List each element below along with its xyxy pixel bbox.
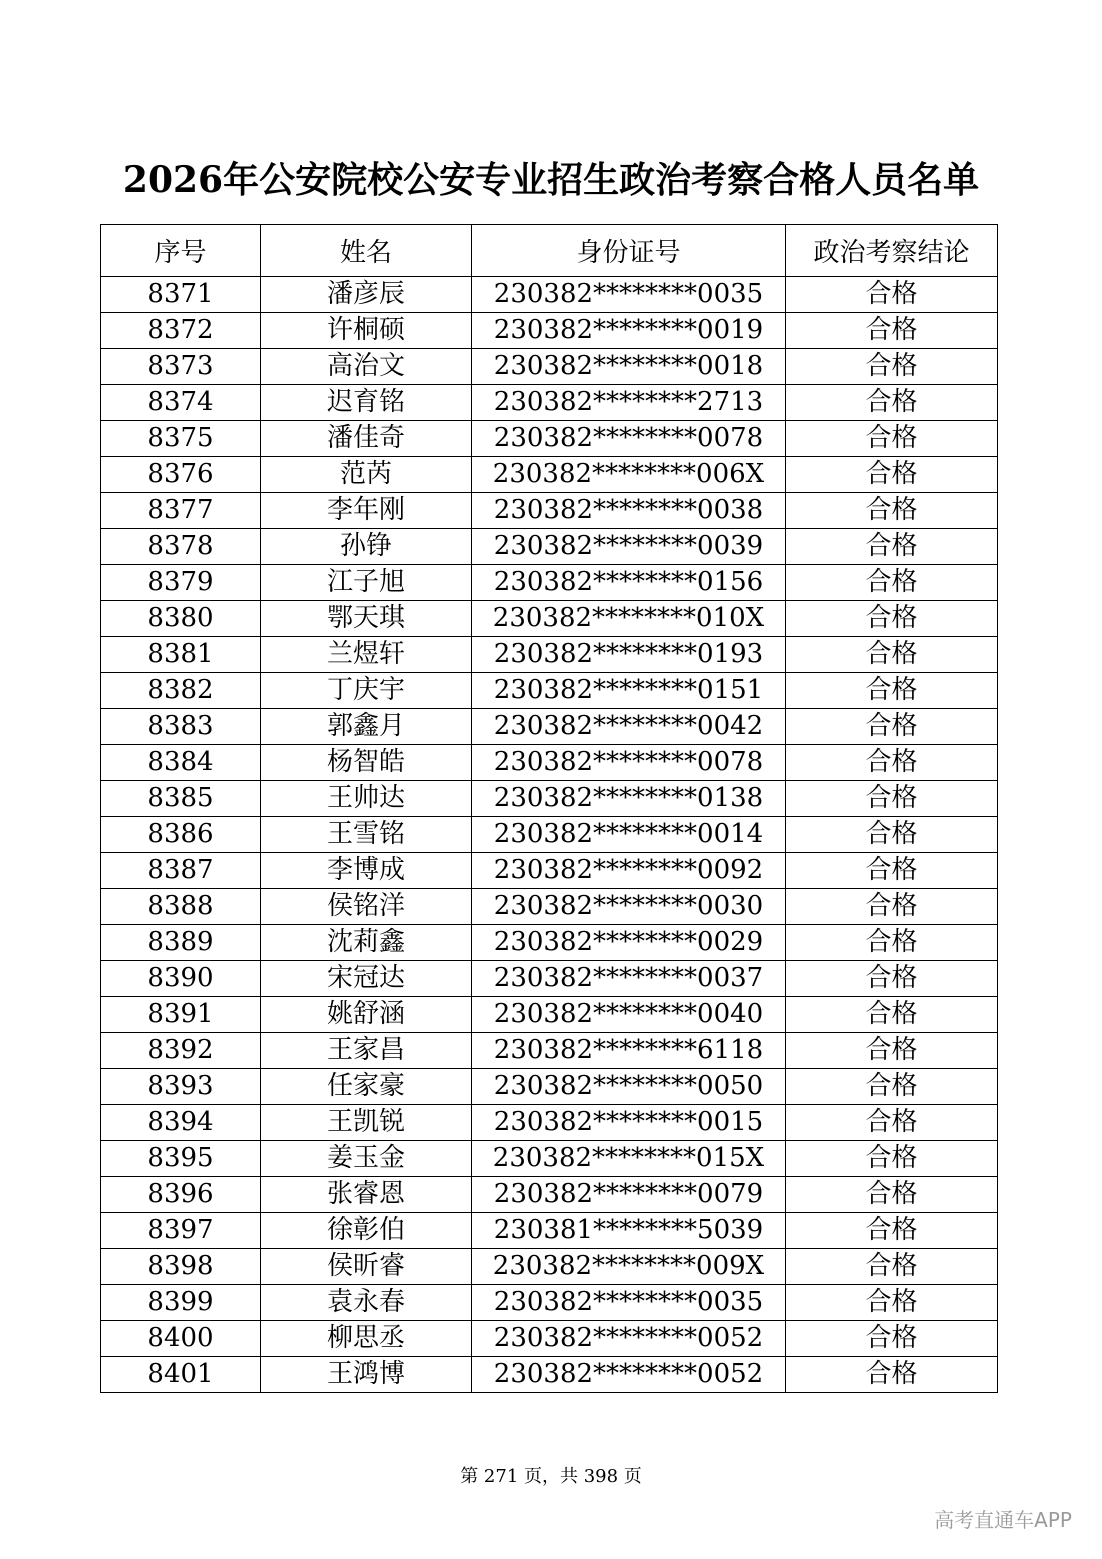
cell-id-number: 230382********006X: [472, 457, 786, 493]
cell-serial: 8374: [101, 385, 261, 421]
cell-conclusion: 合格: [786, 1105, 998, 1141]
cell-conclusion: 合格: [786, 673, 998, 709]
table-row: [101, 1249, 998, 1285]
table-row: [101, 1141, 998, 1177]
cell-conclusion: 合格: [786, 925, 998, 961]
cell-id-number: 230382********0156: [472, 565, 786, 601]
cell-name: 任家豪: [261, 1069, 472, 1105]
table-row: [101, 601, 998, 637]
cell-id-number: 230382********0029: [472, 925, 786, 961]
cell-serial: 8397: [101, 1213, 261, 1249]
cell-id-number: 230382********2713: [472, 385, 786, 421]
cell-name: 孙铮: [261, 529, 472, 565]
cell-id-number: 230382********0040: [472, 997, 786, 1033]
cell-name: 李博成: [261, 853, 472, 889]
cell-id-number: 230382********0042: [472, 709, 786, 745]
header-conclusion: 政治考察结论: [786, 225, 998, 277]
cell-id-number: 230382********0014: [472, 817, 786, 853]
table-body: [101, 277, 998, 1393]
cell-id-number: 230382********010X: [472, 601, 786, 637]
cell-name: 杨智皓: [261, 745, 472, 781]
cell-name: 张睿恩: [261, 1177, 472, 1213]
cell-name: 潘彦辰: [261, 277, 472, 313]
table-row: [101, 1285, 998, 1321]
table-row: [101, 1177, 998, 1213]
cell-serial: 8382: [101, 673, 261, 709]
table-row: [101, 1105, 998, 1141]
cell-name: 许桐硕: [261, 313, 472, 349]
cell-conclusion: 合格: [786, 961, 998, 997]
cell-conclusion: 合格: [786, 385, 998, 421]
cell-conclusion: 合格: [786, 997, 998, 1033]
cell-serial: 8399: [101, 1285, 261, 1321]
cell-serial: 8379: [101, 565, 261, 601]
cell-serial: 8394: [101, 1105, 261, 1141]
cell-serial: 8371: [101, 277, 261, 313]
cell-serial: 8383: [101, 709, 261, 745]
cell-conclusion: 合格: [786, 601, 998, 637]
cell-serial: 8401: [101, 1357, 261, 1393]
table-row: [101, 1321, 998, 1357]
cell-name: 柳思丞: [261, 1321, 472, 1357]
cell-serial: 8372: [101, 313, 261, 349]
cell-name: 迟育铭: [261, 385, 472, 421]
cell-id-number: 230382********0037: [472, 961, 786, 997]
cell-serial: 8391: [101, 997, 261, 1033]
cell-conclusion: 合格: [786, 1249, 998, 1285]
cell-name: 王鸿博: [261, 1357, 472, 1393]
cell-id-number: 230382********0078: [472, 745, 786, 781]
cell-serial: 8376: [101, 457, 261, 493]
cell-serial: 8380: [101, 601, 261, 637]
cell-conclusion: 合格: [786, 1285, 998, 1321]
table-row: [101, 637, 998, 673]
cell-name: 宋冠达: [261, 961, 472, 997]
cell-id-number: 230382********0092: [472, 853, 786, 889]
cell-conclusion: 合格: [786, 277, 998, 313]
document-title: 2026年公安院校公安专业招生政治考察合格人员名单: [122, 159, 980, 201]
cell-conclusion: 合格: [786, 493, 998, 529]
cell-id-number: 230382********6118: [472, 1033, 786, 1069]
table-row: [101, 457, 998, 493]
cell-conclusion: 合格: [786, 1321, 998, 1357]
table-row: [101, 277, 998, 313]
table-row: [101, 1357, 998, 1393]
cell-id-number: 230382********0193: [472, 637, 786, 673]
table-row: [101, 529, 998, 565]
table-row: [101, 781, 998, 817]
cell-id-number: 230382********0018: [472, 349, 786, 385]
cell-serial: 8373: [101, 349, 261, 385]
cell-id-number: 230382********0019: [472, 313, 786, 349]
table-row: [101, 853, 998, 889]
cell-serial: 8378: [101, 529, 261, 565]
cell-conclusion: 合格: [786, 1141, 998, 1177]
cell-name: 侯昕睿: [261, 1249, 472, 1285]
table-row: [101, 1213, 998, 1249]
cell-conclusion: 合格: [786, 1177, 998, 1213]
cell-serial: 8390: [101, 961, 261, 997]
cell-serial: 8386: [101, 817, 261, 853]
cell-conclusion: 合格: [786, 1213, 998, 1249]
cell-serial: 8381: [101, 637, 261, 673]
table-row: [101, 493, 998, 529]
cell-conclusion: 合格: [786, 745, 998, 781]
cell-serial: 8398: [101, 1249, 261, 1285]
cell-id-number: 230382********0078: [472, 421, 786, 457]
roster-table: [100, 224, 998, 1393]
page-number: 第 271 页，共 398 页: [460, 1466, 642, 1487]
cell-conclusion: 合格: [786, 817, 998, 853]
table-row: [101, 961, 998, 997]
cell-serial: 8387: [101, 853, 261, 889]
cell-name: 江子旭: [261, 565, 472, 601]
cell-name: 徐彰伯: [261, 1213, 472, 1249]
cell-serial: 8385: [101, 781, 261, 817]
cell-name: 姚舒涵: [261, 997, 472, 1033]
cell-conclusion: 合格: [786, 313, 998, 349]
cell-name: 郭鑫月: [261, 709, 472, 745]
cell-id-number: 230382********015X: [472, 1141, 786, 1177]
table-row: [101, 997, 998, 1033]
cell-id-number: 230382********0079: [472, 1177, 786, 1213]
table-row: [101, 421, 998, 457]
table-row: [101, 709, 998, 745]
cell-conclusion: 合格: [786, 781, 998, 817]
cell-conclusion: 合格: [786, 709, 998, 745]
table-row: [101, 673, 998, 709]
cell-name: 兰煜轩: [261, 637, 472, 673]
cell-serial: 8400: [101, 1321, 261, 1357]
table-row: [101, 1069, 998, 1105]
cell-serial: 8388: [101, 889, 261, 925]
cell-serial: 8393: [101, 1069, 261, 1105]
cell-conclusion: 合格: [786, 1069, 998, 1105]
cell-conclusion: 合格: [786, 529, 998, 565]
cell-name: 袁永春: [261, 1285, 472, 1321]
cell-name: 王雪铭: [261, 817, 472, 853]
table-header-row: [101, 225, 998, 277]
cell-id-number: 230382********0052: [472, 1357, 786, 1393]
cell-serial: 8395: [101, 1141, 261, 1177]
cell-name: 沈莉鑫: [261, 925, 472, 961]
table-row: [101, 745, 998, 781]
cell-name: 姜玉金: [261, 1141, 472, 1177]
cell-id-number: 230382********0030: [472, 889, 786, 925]
header-name: 姓名: [261, 225, 472, 277]
cell-name: 王家昌: [261, 1033, 472, 1069]
cell-serial: 8377: [101, 493, 261, 529]
table-row: [101, 1033, 998, 1069]
table-row: [101, 925, 998, 961]
cell-name: 潘佳奇: [261, 421, 472, 457]
table-row: [101, 817, 998, 853]
cell-serial: 8384: [101, 745, 261, 781]
cell-serial: 8392: [101, 1033, 261, 1069]
cell-serial: 8396: [101, 1177, 261, 1213]
table-row: [101, 889, 998, 925]
table-row: [101, 349, 998, 385]
watermark: 高考直通车APP: [934, 1508, 1072, 1532]
cell-id-number: 230382********0035: [472, 1285, 786, 1321]
cell-name: 范芮: [261, 457, 472, 493]
header-serial: 序号: [101, 225, 261, 277]
cell-id-number: 230382********0052: [472, 1321, 786, 1357]
cell-id-number: 230382********0050: [472, 1069, 786, 1105]
cell-name: 丁庆宇: [261, 673, 472, 709]
cell-name: 高治文: [261, 349, 472, 385]
cell-conclusion: 合格: [786, 565, 998, 601]
table-row: [101, 385, 998, 421]
cell-conclusion: 合格: [786, 1357, 998, 1393]
cell-id-number: 230382********009X: [472, 1249, 786, 1285]
cell-conclusion: 合格: [786, 349, 998, 385]
cell-name: 李年刚: [261, 493, 472, 529]
cell-conclusion: 合格: [786, 889, 998, 925]
cell-conclusion: 合格: [786, 637, 998, 673]
cell-id-number: 230382********0039: [472, 529, 786, 565]
cell-name: 王凯锐: [261, 1105, 472, 1141]
header-id-number: 身份证号: [472, 225, 786, 277]
cell-id-number: 230381********5039: [472, 1213, 786, 1249]
cell-name: 侯铭洋: [261, 889, 472, 925]
cell-id-number: 230382********0138: [472, 781, 786, 817]
cell-conclusion: 合格: [786, 853, 998, 889]
cell-id-number: 230382********0035: [472, 277, 786, 313]
table-row: [101, 313, 998, 349]
cell-name: 王帅达: [261, 781, 472, 817]
cell-name: 鄂天琪: [261, 601, 472, 637]
cell-conclusion: 合格: [786, 421, 998, 457]
cell-id-number: 230382********0151: [472, 673, 786, 709]
cell-serial: 8389: [101, 925, 261, 961]
cell-conclusion: 合格: [786, 1033, 998, 1069]
cell-conclusion: 合格: [786, 457, 998, 493]
cell-id-number: 230382********0015: [472, 1105, 786, 1141]
cell-id-number: 230382********0038: [472, 493, 786, 529]
cell-serial: 8375: [101, 421, 261, 457]
table-row: [101, 565, 998, 601]
